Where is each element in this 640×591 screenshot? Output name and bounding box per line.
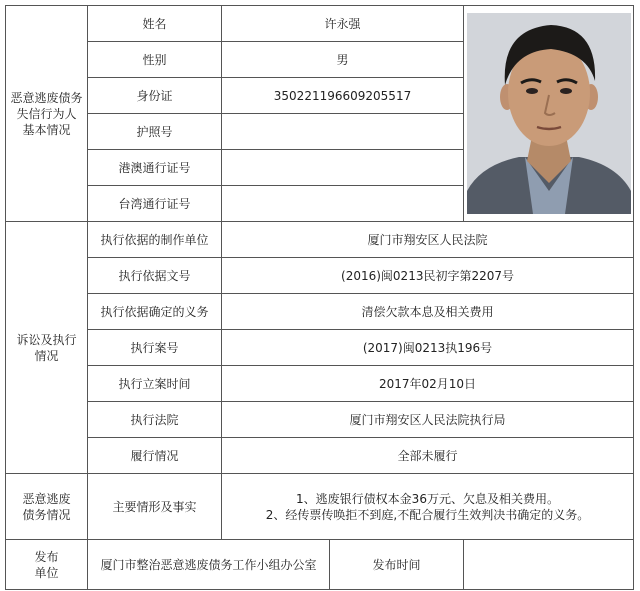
section-publish-line-1: 发布 xyxy=(34,549,59,564)
portrait-photo xyxy=(467,13,631,214)
value-passport xyxy=(222,114,464,150)
dishonest-debtor-table xyxy=(5,5,634,590)
section-litigation-line-2: 情况 xyxy=(34,348,59,363)
label-court: 执行法院 xyxy=(88,402,222,438)
label-name: 姓名 xyxy=(88,6,222,42)
photo-cell xyxy=(464,6,634,222)
label-id-card: 身份证 xyxy=(88,78,222,114)
label-enforcement-basis-unit: 执行依据的制作单位 xyxy=(88,222,222,258)
value-performance: 全部未履行 xyxy=(222,438,634,474)
label-taiwan-permit: 台湾通行证号 xyxy=(88,186,222,222)
value-main-facts xyxy=(222,474,634,540)
value-enforcement-basis-unit: 厦门市翔安区人民法院 xyxy=(222,222,634,258)
value-court: 厦门市翔安区人民法院执行局 xyxy=(222,402,634,438)
value-obligation: 清偿欠款本息及相关费用 xyxy=(222,294,634,330)
section-evasion-line-1: 恶意逃废 xyxy=(22,491,71,506)
value-id-card: 350221196609205517 xyxy=(222,78,464,114)
label-hk-macau-permit: 港澳通行证号 xyxy=(88,150,222,186)
label-performance: 履行情况 xyxy=(88,438,222,474)
label-enforcement-basis-number: 执行依据文号 xyxy=(88,258,222,294)
value-hk-macau-permit xyxy=(222,150,464,186)
section-publish-line-2: 单位 xyxy=(34,565,59,580)
value-taiwan-permit xyxy=(222,186,464,222)
section-publish xyxy=(6,540,88,590)
label-gender: 性别 xyxy=(88,42,222,78)
label-obligation: 执行依据确定的义务 xyxy=(88,294,222,330)
label-publish-time: 发布时间 xyxy=(330,540,464,590)
label-main-facts: 主要情形及事实 xyxy=(88,474,222,540)
value-name: 许永强 xyxy=(222,6,464,42)
value-publish-unit: 厦门市整治恶意逃废债务工作小组办公室 xyxy=(88,540,330,590)
value-gender: 男 xyxy=(222,42,464,78)
section-evasion-line-2: 债务情况 xyxy=(22,507,71,522)
fact-item: 2、经传票传唤拒不到庭,不配合履行生效判决书确定的义务。 xyxy=(265,507,590,522)
value-case-number: (2017)闽0213执196号 xyxy=(222,330,634,366)
label-filing-date: 执行立案时间 xyxy=(88,366,222,402)
section-evasion xyxy=(6,474,88,540)
value-filing-date: 2017年02月10日 xyxy=(222,366,634,402)
section-basic-info xyxy=(6,6,88,222)
fact-item: 1、逃废银行债权本金36万元、欠息及相关费用。 xyxy=(296,491,559,506)
label-case-number: 执行案号 xyxy=(88,330,222,366)
section-basic-line-2: 失信行为人 xyxy=(16,106,77,121)
value-publish-time xyxy=(464,540,634,590)
value-enforcement-basis-number: (2016)闽0213民初字第2207号 xyxy=(222,258,634,294)
section-basic-line-1: 恶意逃废债务 xyxy=(10,90,83,105)
section-basic-line-3: 基本情况 xyxy=(22,122,71,137)
section-litigation xyxy=(6,222,88,474)
label-passport: 护照号 xyxy=(88,114,222,150)
section-litigation-line-1: 诉讼及执行 xyxy=(16,332,77,347)
